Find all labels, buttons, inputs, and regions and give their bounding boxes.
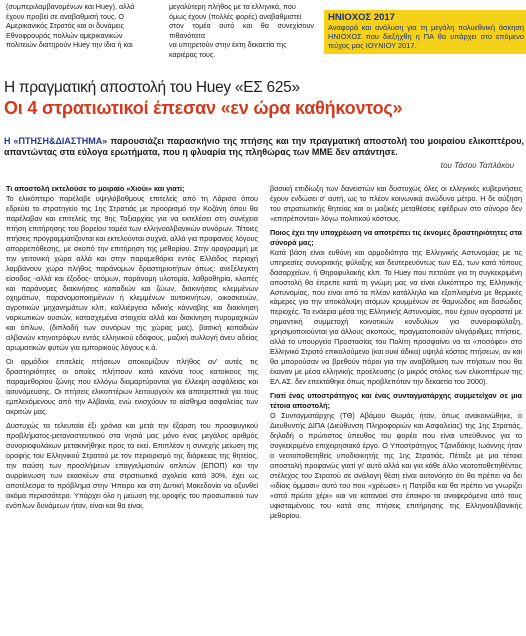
text-line: Εθνοφρουράς πολλών αμερικανικών <box>6 30 123 40</box>
byline: του Τάσου Ταπλάκου <box>440 161 514 170</box>
body-column-left <box>6 184 258 511</box>
info-box-title: ΗΝΙΟΧΟΣ 2017 <box>328 12 395 23</box>
question-heading: Γιατί ένας υποστράτηγος και ένας συνταγματάρχης συμμετείχαν σε μια τέτοια αποστολή; <box>270 391 522 411</box>
body-paragraph: Δυστυχώς τα τελευταία έξι χρόνια και μετά την έξαρση του προσφυγικού προβλήματος-μεταναστευτικού στα νησιά μας μόνο ένας μεγάλος αριθμός συνοριοφυλάκων μετακινήθηκε προς τα εκεί. Επιπλέον η συνεχής μείωση της οροφής του Ελληνικού Στρατού με τον περιορισμό της διάρκειας της θητείας, την παύση των προσλήψεων επαγγελματιών οπλιτών (ΕΠΟΠ) και την αυρρίκνωση των εκασκέων στα στρατιωτικά σχολεία κατά 30%, έχει ως αποτέλεσμα το πρόβλημα στην Ήπειρο και στη Δυτική Μακεδονία να οξυνθεί ακόμα περισσότερο. Υπάρχει όλο η μείωση της οροφής του προσωπικού των ενόπλων δυνάμεων ήταν, είναι και θα είναι, <box>6 420 258 510</box>
body-paragraph: βασική επιδίωξη των δανειστών και δυστυχώς όλες οι ελληνικές κυβερνήσεις έχουν ενδώσει σ' αυτή, ως το πλέον κοινωνικά ανώδυνο μέτρο. Η δε αύξηση του στρατιωτικής θητείας και οι μαζικές μεταθέσεις εφέδρων στο σύνορο δεν «επιτρέπονται» λόγω πολιτικού κόστους. <box>270 184 522 223</box>
top-column-2 <box>169 2 314 60</box>
previous-article-tail <box>4 0 524 70</box>
top-column-1 <box>6 2 156 50</box>
question-heading: Τι αποστολή εκτελούσε το μοιραίο «Χιούι» και γιατί; <box>6 184 185 193</box>
article-intro <box>4 136 524 170</box>
text-line: μεγαλύτερη πλήθος με τα ελληνικά, που <box>169 2 296 11</box>
question-heading: Ποιος έχει την υποχρέωση να αποτρέπει τις έκνομες δραστηριότητες στα σύνορά μας; <box>270 227 522 247</box>
info-box-text: Αναφορά και ανάλυση για τη μεγάλη πολυεθνική άσκηση ΗΝΙΟΧΟΣ που διεξήχθη η ΠΑ θα υπάρχει στο επόμενο τεύχος μας ΙΟΥΝΙΟΥ 2017. <box>328 23 524 51</box>
text-line: να υπηρετούν στην έκτη δεκαετία της <box>169 40 287 50</box>
body-paragraph: Κατά βάση είναι ευθύνη και αρμοδιότητα της Ελληνικής Αστυνομίας με τις υπηρεσίες συνοριακής φύλαξης και δευτερευόντως των ΕΔ, των κατά τόπους δασαρχείων, ή Θηροφυλακής κλπ. Το Huey που πετούσε για τη συγκεκριμένη αποστολή θα έπρεπε κατά τη γνώμη μας να είναι ελικόπτερο της Ελληνικής Αστυνομίας, που είναι από τα πλέον κατάλληλα και εξοπλισμένα με θερμικές κάμερες για την αποκάλυψη ατόμων κρυμμένων σε θαμνώδεις και δασώδεις περιοχές. Τα ενάερια μέσα της Ελληνικής Αστυνομίας, που έχουν αγοραστεί με σημαντική συμμετοχή κοινοτικών κονδυλίων για συνοριοφύλαξη, χρησιμοποιούνται για άλλους σκοπούς, πραγματοποιούν ολιγάριθμες πτήσεις, αλλά το υπουργείο Προστασίας του Πολίτη προσφαίνει να τα «ποσόφει» στο Ελληνικό Στρατό επικαλούμενο (και ουκί άδικα) υψηλό κόστος πτήσεων, αν και θα μπορούσαν να βρεθούν πόροι για την αναβάθμιση των πτήσεων που θα έκαναν με μέσα ελληνικής προέλευσης (ο μικρός στόλος των ελικοπτέρων της ΕΛ.ΑΣ. δεν επεκτάθηκε όπως προβλεπόταν την δεκαετία του 2000). <box>270 247 522 387</box>
article-body <box>4 184 524 634</box>
article-lead <box>4 136 524 158</box>
text-line: (συμπεριλαμβανομένων και Huey), αλλά <box>6 2 135 11</box>
info-box <box>324 10 526 54</box>
text-line: όμως έχουν (πολλές φορές) αναβαθμιστεί <box>169 11 302 21</box>
lead-magazine-name: Η «ΠΤΗΣΗ&ΔΙΑΣΤΗΜΑ» <box>4 136 108 146</box>
body-paragraph: Ο Συνταγματάρχης (ΤΘ) Αβάμου Θωμάς ήταν, όπως ανακοινώθηκε, ο Διευθυντής ΔΙΠΑ (Διεύθυνση Πληροφοριών και Ασφαλείας) της 1ης Στρατιάς, δηλαδή ο πρώτιστος ύπευθος του φορέα που είναι υπεύθυνος για το συγκεκριμένο επιχειρησιακό έργο. Ο Υποστράτηγος Τζανιδάκης Ιωάννης ήταν ο νεοτοποθετηθείς υποδιοικητής της 1ης Στρατιάς. Πέταξε με μια τέτοια αποστολή προφανώς γιατί γι' αυτό αλλά και για κάθε άλλο νεοτοποθετηθέντος στέλεχος του Στρατού σε ανάλογη θέση είναι αυτονόητο ότι θα πρέπει να δει «ιδίοις όμμασι» αυτό του που «χρέωσε» η Πατρίδα και θα πρέπει να γνωρίζει «από πρώτο χέρι» και να κατανοεί στο έπακρο τα αναφερόμενα από τους υφισταμένους του κατά στις πτήσεις επιτήρησης της Ελληνοαλβανικής μεθορίου. <box>270 410 522 520</box>
text-line: Αμερικανικός Στρατός και οι δυνάμεις <box>6 21 125 31</box>
article-title-block <box>4 78 524 119</box>
body-column-right <box>270 184 522 520</box>
body-paragraph: Οι αρμόδιοι επιτελείς πτήσεων αποκομίζουν πλήθος αν' αυτές τις δραστηριότητες οι οποίες πλήττουν κατά κανόνα τους κατοίκους της παραμεθορίου ζώνης που ελλόγω διαμαρτύρονται για έλλειψη ασφάλειας και ασυνόμευσης. Οι πτήσεις ελικοπτέρων λειτουργούν και αποτρεπτικά για τους εμπλεκόμενους από την Αλβανία, ενώ ενισχύουν το αίσθημα ασφαλείας των ακριτών μας. <box>6 357 258 416</box>
body-paragraph: Το ελικόπτερο παρέλαβε υψηλόβαθμους επιτελείς από τη Λάρισα όπου εδρεύει το στρατηγείο της 1ης Στρατιάς με προορισμό την Κοζάνη όπου θα παρέλαβαν και επιτελείς της 9ης Ταξιαρχίας για να εκτελέσει στη συνέχεια πτήση επιτήρησης του βορείου τομέα των ελληνοαλβανικών συνόρων. Τέτοιες πτήσεις προγραμματίζονται και εκτελούνται συχνά, αλλά για προφανείς λόγους απορρεπόθεσης, με σκοπό την επιτήρηση της μεθορίου. Στην ορογραμμή με την γειτονική χώρα αλλά και στην παραμεθόρια εντός Ελλάδος περιοχή λαμβάνουν χώρα πλήθος παράνομων δραστηριοτήτων όπως: ανεξέλεγκτη είσοδος -αλλά και έξοδος- ατόμων, παράνομη υλοτομία, λαθροθηρία, κλοπές και παράνομες διακινήσεις κοπαδιών και ζώων, διακινήσεις κλεμμένων οχημάτων, παρανομοποιημένων ή κλεμμένων αυτοκινήτων, οικοσκευών, αγροτικών μηχανημάτων κλπ, καλλιέργεια ινδικής κάνναβης και διακίνηση ναρκωτικών ουσιών, κατασχεμένα στοιχεία αλλά και διακίνηση πυρομαχικών και όπλων, (διπλαδή των συνόρων της χώρας μας), βασική κοπαδιών αλβανών κτηνοτρόφων εντός ελληνικού εδάφους, μαζική συλλογή άνευ αδείας αρωματικών φυτών για εμπορικούς λόγους κ.ά. <box>6 193 258 353</box>
text-line: έχουν προβεί σε αναβαθμισή τους. Ο <box>6 11 124 21</box>
text-line: πολιτειών διατηρούν Huey την ίδια ή και <box>6 40 133 50</box>
article-headline: Οι 4 στρατιωτικοί έπεσαν «εν ώρα καθήκοντος» <box>4 98 403 118</box>
text-line: καριέρας τους. <box>169 49 216 59</box>
article-kicker: Η πραγματική αποστολή του Huey «ΕΣ 625» <box>4 79 300 96</box>
text-line: στον τομέα αυτό και θα συνεχίσουν πιθανότατα <box>169 21 314 40</box>
lead-text: παρουσιάζει παρασκήνιο της πτήσης και την πραγματική αποστολή του μοιραίου ελικοπτέρου, απαντώντας στα εύλογα ερωτήματα, που η φλυαρία της πληθώρας των ΜΜΕ δεν απάντησε. <box>4 136 524 157</box>
